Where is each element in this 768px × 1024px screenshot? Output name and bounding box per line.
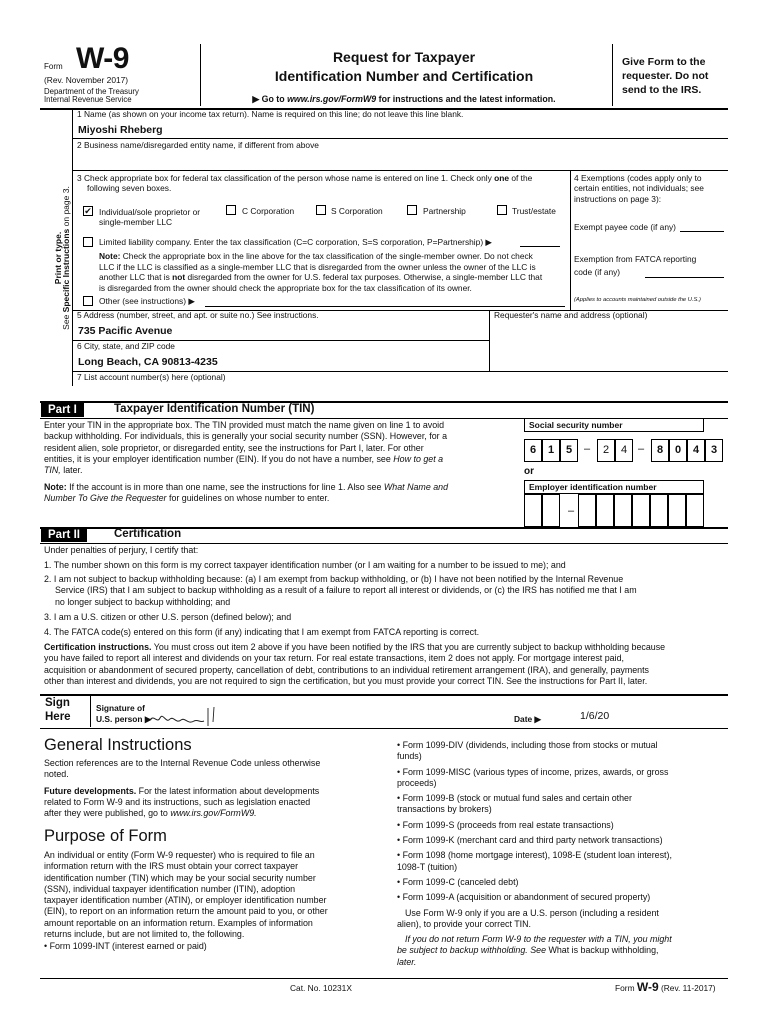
general-instructions-text: Section references are to the Internal Revenue Code unless otherwise noted. Future developments. For the latest information about developments related to Form W-9 and its instructions, such as legislation enacted after they were published, go to www.irs.gov/FormW9. <box>44 758 321 819</box>
c-corp-label: C Corporation <box>242 206 295 216</box>
ssn-digit-4[interactable]: 2 <box>597 439 615 462</box>
footer-form-id: Form W-9 (Rev. 11-2017) <box>615 980 716 994</box>
ein-digit-5[interactable] <box>614 494 632 527</box>
ssn-digit-1[interactable]: 6 <box>524 439 542 462</box>
ein-digit-1[interactable] <box>524 494 542 527</box>
or-label: or <box>524 466 534 477</box>
date-label: Date ▶ <box>514 714 541 724</box>
form-list: • Form 1099-DIV (dividends, including those from stocks or mutual funds) • Form 1099-MISC (various types of income, prizes, awards, or gross proceeds) • Form 1099-B (stock or mutual fund sales and certain other transactions by brokers) • Form 1099-S (proceeds from real estate transactions) • Form 1099-K (merchant card and third party network transactions) • Form 1098 (home mortgage interest), 1098-E (student loan interest), 1098-T (tuition) • Form 1099-C (canceled debt) • Form 1099-A (acquisition or abandonment of secured property) Use Form W-9 only if you are a U.S. person (including a resident alien), to provide your correct TIN. If you do not return Form W-9 to the requester with a TIN, you might be subject to backup withholding. See What is backup withholding, later. <box>397 740 672 967</box>
purpose-text: An individual or entity (Form W-9 requester) who is required to file an information return with the IRS must obtain your correct taxpayer identification number (TIN) which may be your social security number (SSN), individual taxpayer identification number (ITIN), adoption taxpayer identification number (ATIN), or employer identification number (EIN), to report on an information return the amount paid to you, or other amount reportable on an information return. Examples of information returns include, but are not limited to, the following. • Form 1099-INT (interest earned or paid) <box>44 850 328 952</box>
exemptions-label: 4 Exemptions (codes apply only to certain entities, not individuals; see instructions on page 3): <box>574 173 704 204</box>
llc-checkbox[interactable] <box>83 237 93 247</box>
s-corp-label: S Corporation <box>331 206 383 216</box>
part2-title: Certification <box>114 528 182 540</box>
part2-tag: Part II <box>41 528 87 542</box>
line3-label: 3 Check appropriate box for federal tax classification of the person whose name is entered on line 1. Check only one of the following seven boxes. <box>77 173 533 194</box>
ssn-digit-6[interactable]: 8 <box>651 439 669 462</box>
form-title-1: Request for Taxpayer <box>332 49 476 65</box>
fatca-field[interactable] <box>645 277 724 278</box>
partnership-label: Partnership <box>423 206 466 216</box>
form-word: Form <box>44 62 63 71</box>
ein-digit-2[interactable] <box>542 494 560 527</box>
ssn-digit-9[interactable]: 3 <box>705 439 723 462</box>
part1-note: Note: If the account is in more than one name, see the instructions for line 1. Also see What Name and Number To Give the Requester for guidelines on whose number to enter. <box>44 482 449 504</box>
ssn-digit-5[interactable]: 4 <box>615 439 633 462</box>
other-label: Other (see instructions) ▶ <box>99 296 195 306</box>
line1-label: 1 Name (as shown on your income tax return). Name is required on this line; do not leave this line blank. <box>77 109 464 119</box>
dept-line-2: Internal Revenue Service <box>44 95 132 104</box>
purpose-title: Purpose of Form <box>44 827 167 845</box>
llc-label: Limited liability company. Enter the tax classification (C=C corporation, S=S corporation, P=Partnership) ▶ <box>99 237 492 247</box>
ein-digit-3[interactable] <box>578 494 596 527</box>
line7-label: 7 List account number(s) here (optional) <box>77 372 226 382</box>
individual-label: Individual/sole proprietor or single-member LLC <box>99 207 201 228</box>
exempt-payee-label: Exempt payee code (if any) <box>574 222 676 232</box>
line6-label: 6 City, state, and ZIP code <box>77 341 175 351</box>
requester-label: Requester's name and address (optional) <box>494 310 648 320</box>
line2-label: 2 Business name/disregarded entity name, if different from above <box>77 140 319 150</box>
line5-label: 5 Address (number, street, and apt. or suite no.) See instructions. <box>77 310 319 320</box>
ein-dash: – <box>568 505 575 517</box>
ssn-dash-2: – <box>638 443 645 455</box>
ein-digit-6[interactable] <box>632 494 650 527</box>
name-field[interactable]: Miyoshi Rheberg <box>78 124 163 136</box>
side-print-label: Print or type. <box>53 231 63 285</box>
dept-line-1: Department of the Treasury <box>44 87 139 96</box>
fatca-applies-note: (Applies to accounts maintained outside the U.S.) <box>574 297 701 303</box>
c-corp-checkbox[interactable] <box>226 205 236 215</box>
s-corp-checkbox[interactable] <box>316 205 326 215</box>
other-field[interactable] <box>205 306 565 307</box>
fatca-label: Exemption from FATCA reporting code (if any) <box>574 254 697 277</box>
ein-digit-8[interactable] <box>668 494 686 527</box>
ein-label-box: Employer identification number <box>524 480 704 494</box>
form-id: W-9 <box>76 42 129 75</box>
sign-here: Sign Here <box>45 697 71 723</box>
part1-instructions: Enter your TIN in the appropriate box. The TIN provided must match the name given on line 1 to avoid backup withholding. For individuals, this is generally your social security number (SSN). However, for a resident alien, sole proprietor, or disregarded entity, see the instructions for Part I, later. For other entities, it is your employer identification number (EIN). If you do not have a number, see How to get a TIN, later. <box>44 420 448 476</box>
ein-digit-9[interactable] <box>686 494 704 527</box>
certification-text: Under penalties of perjury, I certify that: 1. The number shown on this form is my correct taxpayer identification number (or I am waiting for a number to be issued to me); and 2. I am not subject to backup withholding because: (a) I am exempt from backup withholding, or (b) I have not been notified by the Internal Revenue Service (IRS) that I am subject to backup withholding as a result of a failure to report all interest or dividends, or (c) the IRS has notified me that I am no longer subject to backup withholding; and 3. I am a U.S. citizen or other U.S. person (defined below); and 4. The FATCA code(s) entered on this form (if any) indicating that I am exempt from FATCA reporting is correct. Certification instructions. You must cross out item 2 above if you have been notified by the IRS that you are currently subject to backup withholding because you have failed to report all interest and dividends on your tax return. For real estate transactions, item 2 does not apply. For mortgage interest paid, acquisition or abandonment of secured property, cancellation of debt, contributions to an individual retirement arrangement (IRA), and generally, payments other than interest and dividends, you are not required to sign the certification, but you must provide your correct TIN. See the instructions for Part II, later. <box>44 545 666 687</box>
ein-digit-7[interactable] <box>650 494 668 527</box>
llc-classification-field[interactable] <box>520 246 560 247</box>
ssn-digit-2[interactable]: 1 <box>542 439 560 462</box>
ssn-digit-3[interactable]: 5 <box>560 439 578 462</box>
address-field[interactable]: 735 Pacific Avenue <box>78 325 173 337</box>
catalog-number: Cat. No. 10231X <box>290 983 352 993</box>
partnership-checkbox[interactable] <box>407 205 417 215</box>
side-instructions-label: See Specific Instructions on page 3. <box>61 186 71 330</box>
signature-label: Signature of U.S. person ▶ <box>96 703 152 724</box>
ssn-digit-8[interactable]: 4 <box>687 439 705 462</box>
date-field[interactable]: 1/6/20 <box>580 710 610 722</box>
other-checkbox[interactable] <box>83 296 93 306</box>
general-instructions-title: General Instructions <box>44 736 192 754</box>
ssn-dash-1: – <box>584 443 591 455</box>
individual-checkbox[interactable]: ✔ <box>84 206 92 216</box>
give-form-notice: Give Form to the requester. Do not send to the IRS. <box>622 56 709 96</box>
form-title-2: Identification Number and Certification <box>274 68 534 84</box>
part1-title: Taxpayer Identification Number (TIN) <box>114 403 315 415</box>
form-revision: (Rev. November 2017) <box>44 75 129 85</box>
part1-tag: Part I <box>41 403 84 417</box>
ssn-label-box: Social security number <box>524 418 704 432</box>
trust-checkbox[interactable] <box>497 205 507 215</box>
ein-digit-4[interactable] <box>596 494 614 527</box>
llc-note: Note: Check the appropriate box in the line above for the tax classification of the single-member owner. Do not check LLC if the LLC is classified as a single-member LLC that is disregarded from the owner unless the owner of the LLC is another LLC that is not disregarded from the owner for U.S. federal tax purposes. Otherwise, a single-member LLC that is disregarded from the owner should check the appropriate box for the tax classification of its owner. <box>99 251 543 293</box>
signature-scribble[interactable] <box>148 704 218 730</box>
exempt-payee-field[interactable] <box>680 231 724 232</box>
goto-instructions: ▶ Go to www.irs.gov/FormW9 for instructions and the latest information. <box>252 94 556 104</box>
city-state-zip-field[interactable]: Long Beach, CA 90813-4235 <box>78 356 218 368</box>
trust-label: Trust/estate <box>512 206 556 216</box>
ssn-digit-7[interactable]: 0 <box>669 439 687 462</box>
